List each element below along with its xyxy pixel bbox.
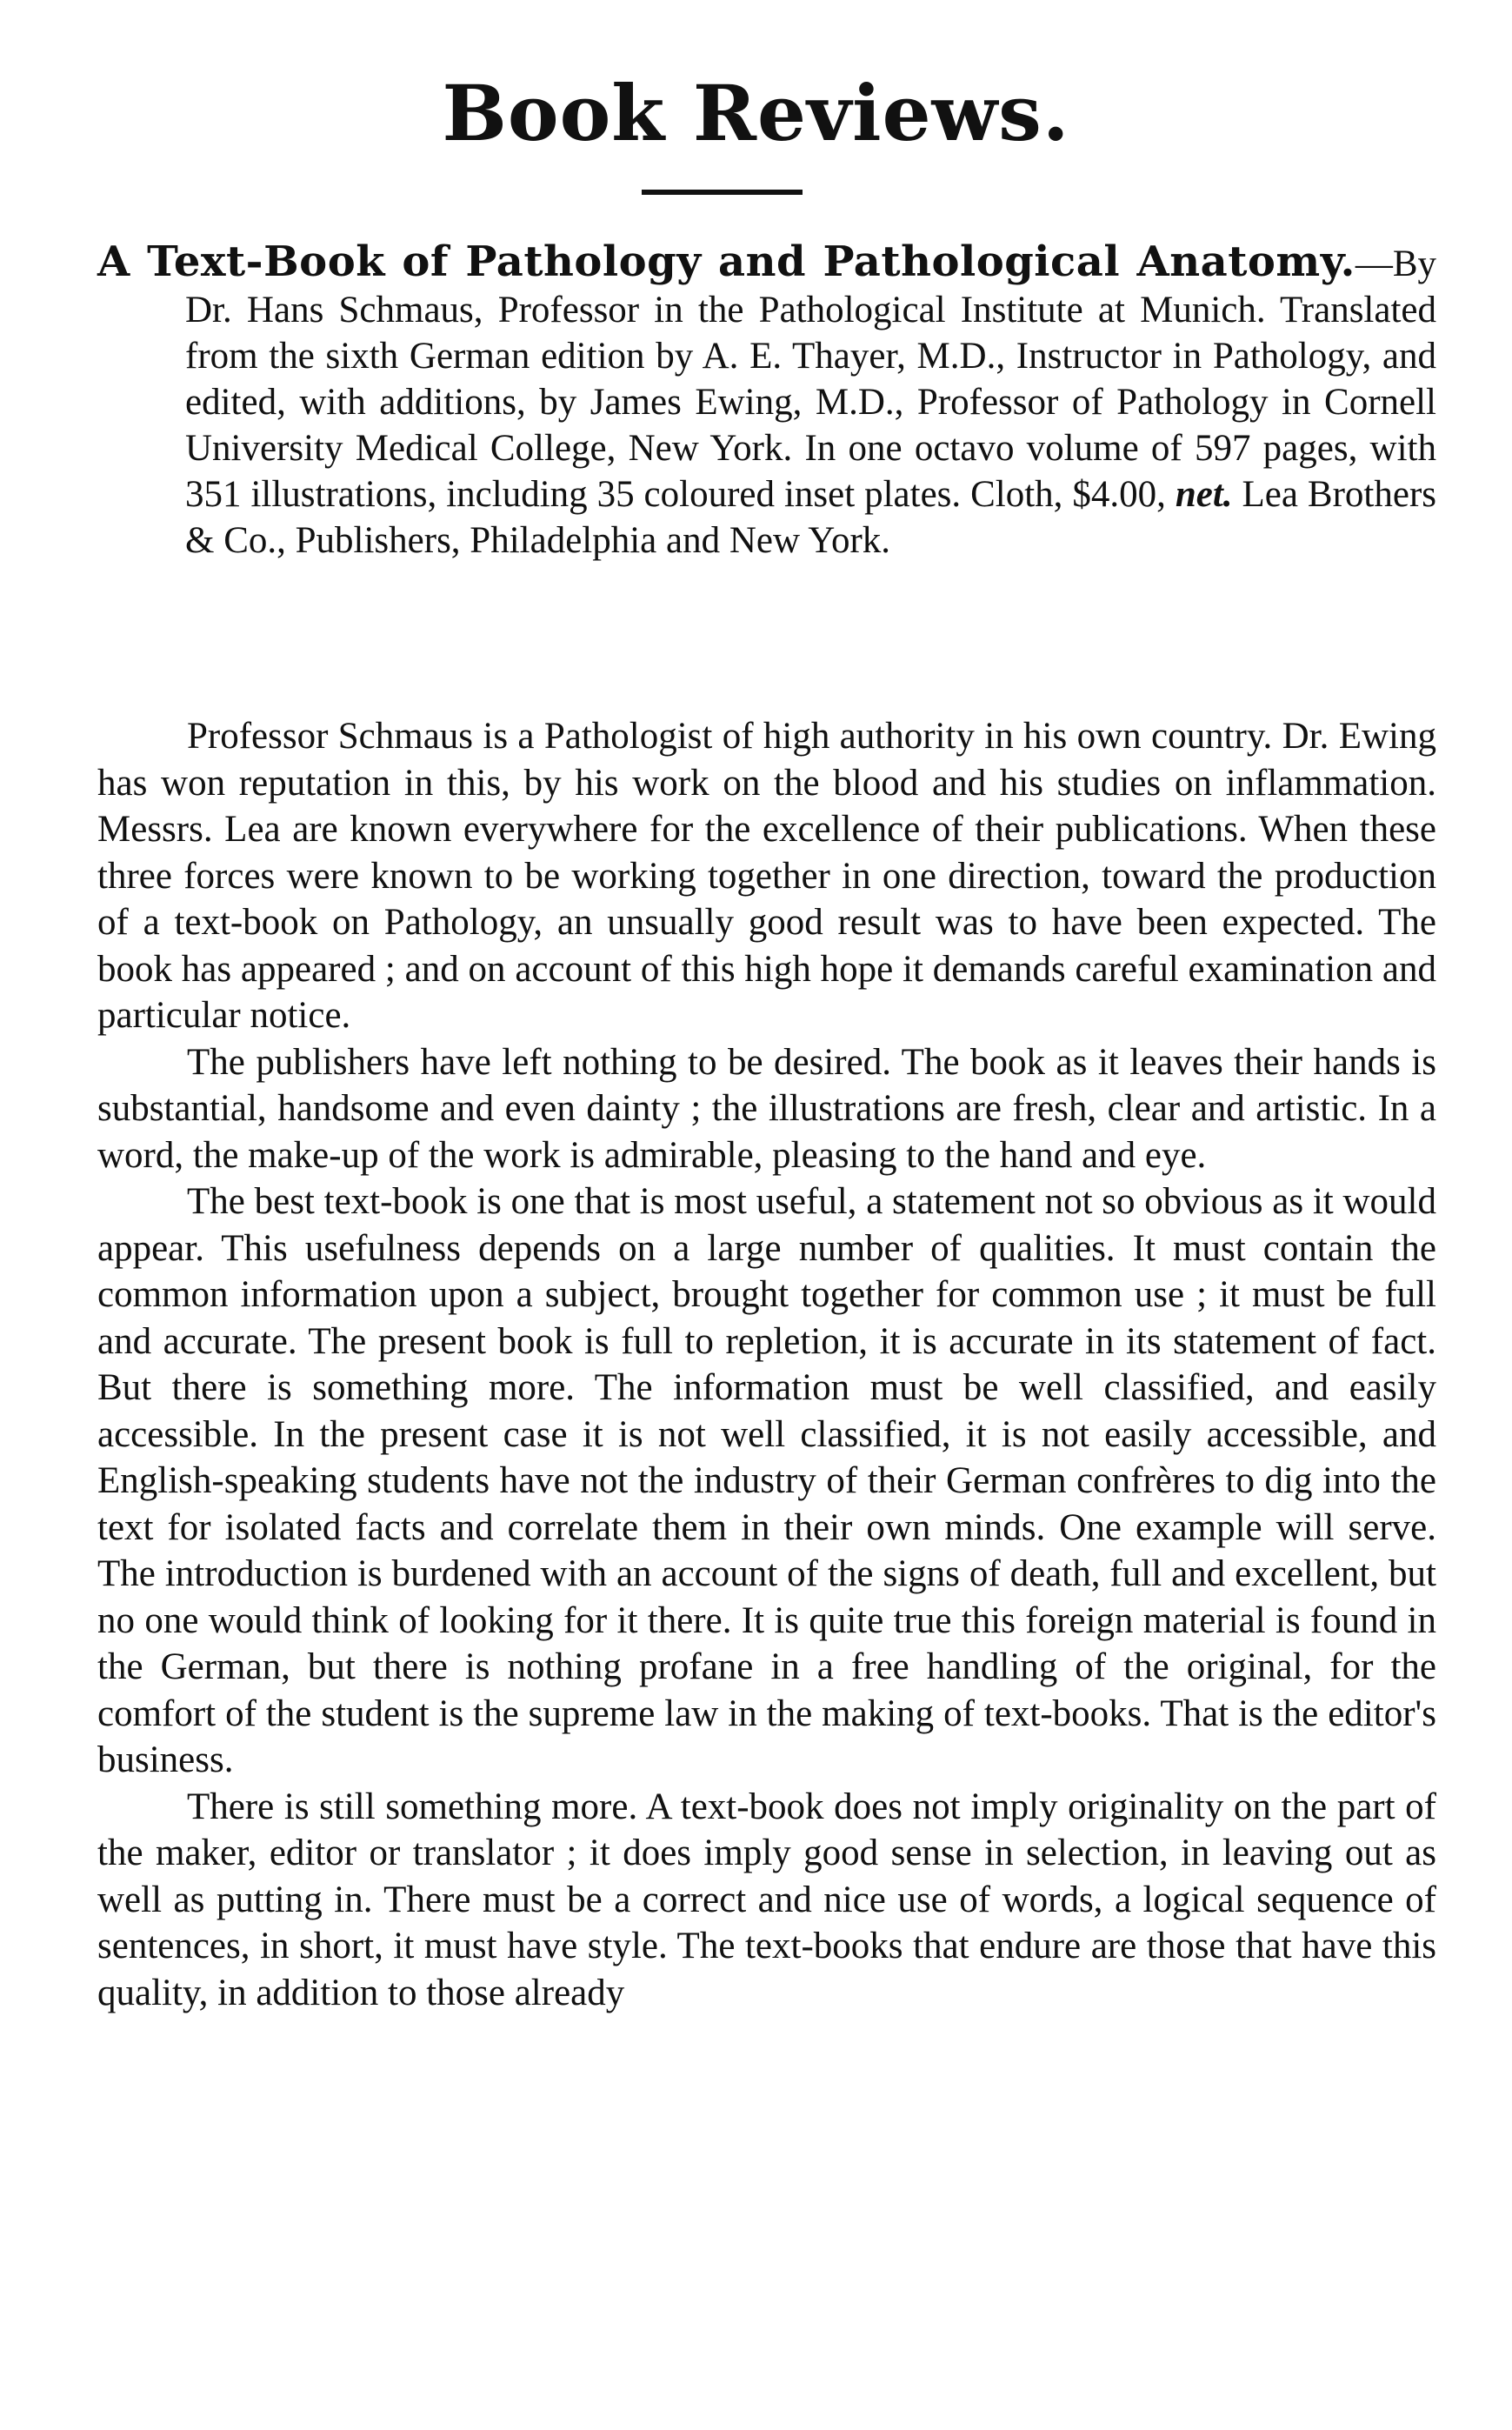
citation-line: [97, 239, 1436, 564]
review-body: [97, 713, 1436, 2016]
book-citation: [97, 239, 1436, 564]
review-paragraph-3: The best text-book is one that is most useful, a statement not so obvious as it would appear. This usefulness depends on a large number of qualities. It must contain the common information upon a subject, brought together for common use ; it must be full and accurate. The present book is full to repletion, it is accurate in its statement of fact. But there is something more. The information must be well classified, and easily accessible. In the present case it is not well classified, it is not easily accessible, and English-speaking students have not the industry of their German confrères to dig into the text for isolated facts and correlate them in their own minds. One example will serve. The introduction is burdened with an account of the signs of death, full and excellent, but no one would think of looking for it there. It is quite true this foreign material is found in the German, but there is nothing profane in a free handling of the original, for the comfort of the student is the supreme law in the making of text-books. That is the editor's business.: [97, 1181, 1436, 1780]
citation-details: —By Dr. Hans Schmaus, Professor in the Pathological Institute at Munich. Translated from the sixth German edition by A. E. Thayer, M.D., Instructor in Pathology, and edited, with additions, by James Ewing, M.D., Professor of Pathology in Cornell University Medical College, New York. In one octavo volume of 597 pages, with 351 illustrations, including 35 coloured inset plates. Cloth, $4.00,: [185, 244, 1436, 515]
review-paragraph-1: Professor Schmaus is a Pathologist of high authority in his own country. Dr. Ewing has won reputation in this, by his work on the blood and his studies on inflammation. Messrs. Lea are known everywhere for the excellence of their publications. When these three forces were known to be working together in one direction, toward the production of a text-book on Pathology, an unsually good result was to have been expected. The book has appeared ; and on account of this high hope it demands careful examination and particular notice.: [97, 716, 1436, 1036]
page-title: Book Reviews.: [442, 68, 1070, 158]
citation-net: net.: [1175, 474, 1233, 515]
review-paragraph-4: There is still something more. A text-book does not imply originality on the part of the maker, editor or translator ; it does imply good sense in selection, in leaving out as well as putting in. There must be a correct and nice use of words, a logical sequence of sentences, in short, it must have style. The text-books that endure are those that have this quality, in addition to those already: [97, 1786, 1436, 2013]
review-paragraph-2: The publishers have left nothing to be desired. The book as it leaves their hands is substantial, handsome and even dainty ; the illustrations are fresh, clear and artistic. In a word, the make-up of the work is admirable, pleasing to the hand and eye.: [97, 1041, 1436, 1176]
title-rule: [642, 190, 803, 195]
citation-publisher: Lea Brothers & Co., Publishers, Philadelphia and New York.: [185, 474, 1437, 561]
citation-book-title: A Text-Book of Pathology and Pathological Anatomy.: [97, 237, 1355, 286]
